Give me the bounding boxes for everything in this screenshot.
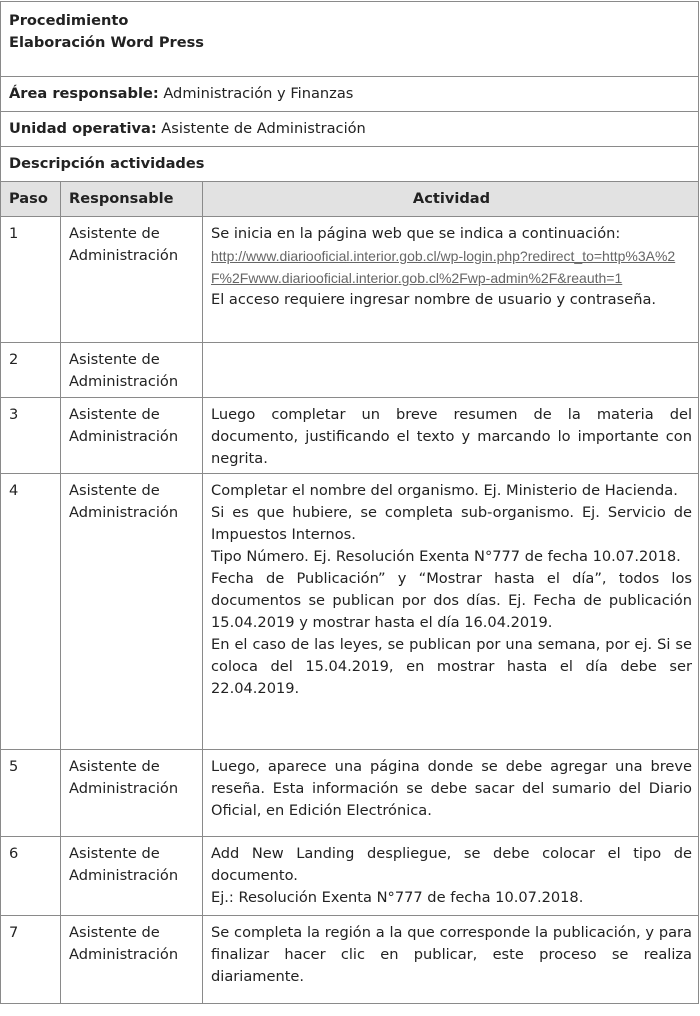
step-activity — [203, 398, 699, 474]
descripcion-heading: Descripción actividades — [1, 147, 699, 182]
step-number: 7 — [1, 916, 61, 1004]
unidad-label: Unidad operativa: — [9, 120, 157, 137]
table-row — [1, 474, 699, 750]
step-number: 6 — [1, 837, 61, 916]
activity-text: Luego, aparece una página donde se debe agregar una breve reseña. Esta información se debe sacar del sumario del Diario Oficial, en Edición Electrónica. — [211, 758, 692, 819]
activity-text: Se completa la región a la que corresponde la publicación, y para finalizar hacer clic en publicar, este proceso se realiza diariamente. — [211, 924, 692, 985]
unidad-value: Asistente de Administración — [161, 120, 366, 137]
step-responsible: Asistente de Administración — [61, 474, 203, 750]
step-activity — [203, 474, 699, 750]
procedure-table — [0, 1, 699, 1004]
activity-text: Add New Landing despliegue, se debe colocar el tipo de documento. — [211, 845, 692, 884]
activity-text: Completar el nombre del organismo. Ej. Ministerio de Hacienda. — [211, 482, 678, 499]
step-number: 2 — [1, 343, 61, 398]
login-link[interactable]: http://www.diariooficial.interior.gob.cl/wp-login.php?redirect_to=http%3A%2F%2Fwww.diariooficial.interior.gob.cl%2Fwp-admin%2F&reauth=1 — [211, 248, 676, 286]
table-row — [1, 750, 699, 837]
activity-text: Luego completar un breve resumen de la materia del documento, justificando el texto y marcando lo importante con negrita. — [211, 406, 692, 467]
step-activity — [203, 916, 699, 1004]
step-number: 4 — [1, 474, 61, 750]
step-responsible: Asistente de Administración — [61, 750, 203, 837]
activity-text: Si es que hubiere, se completa sub-organismo. Ej. Servicio de Impuestos Internos. — [211, 504, 692, 543]
table-row — [1, 916, 699, 1004]
table-row — [1, 217, 699, 343]
activity-text: El acceso requiere ingresar nombre de usuario y contraseña. — [211, 291, 657, 308]
step-responsible: Asistente de Administración — [61, 217, 203, 343]
activity-text: Fecha de Publicación” y “Mostrar hasta el día”, todos los documentos se publican por dos días. Ej. Fecha de publicación 15.04.2019 y mostrar hasta el día 16.04.2019. — [211, 570, 692, 631]
col-responsable: Responsable — [61, 182, 203, 217]
table-row — [1, 398, 699, 474]
activity-text: En el caso de las leyes, se publican por una semana, por ej. Si se coloca del 15.04.2019, en mostrar hasta el día debe ser 22.04.2019. — [211, 636, 692, 697]
step-responsible: Asistente de Administración — [61, 398, 203, 474]
unidad-row — [1, 112, 699, 147]
step-responsible: Asistente de Administración — [61, 837, 203, 916]
step-activity — [203, 837, 699, 916]
step-activity — [203, 343, 699, 398]
step-responsible: Asistente de Administración — [61, 343, 203, 398]
col-actividad: Actividad — [203, 182, 699, 217]
step-number: 3 — [1, 398, 61, 474]
title-line-2: Elaboración Word Press — [9, 34, 204, 51]
activity-text: Ej.: Resolución Exenta N°777 de fecha 10.07.2018. — [211, 889, 584, 906]
title-line-1: Procedimiento — [9, 12, 129, 29]
table-row — [1, 343, 699, 398]
step-activity — [203, 217, 699, 343]
procedure-title — [1, 2, 699, 77]
table-row — [1, 837, 699, 916]
step-responsible: Asistente de Administración — [61, 916, 203, 1004]
activity-text: Tipo Número. Ej. Resolución Exenta N°777 de fecha 10.07.2018. — [211, 548, 681, 565]
activity-text: Se inicia en la página web que se indica a continuación: — [211, 225, 621, 242]
area-label: Área responsable: — [9, 85, 159, 102]
step-activity — [203, 750, 699, 837]
area-row — [1, 77, 699, 112]
col-paso: Paso — [1, 182, 61, 217]
step-number: 1 — [1, 217, 61, 343]
step-number: 5 — [1, 750, 61, 837]
area-value: Administración y Finanzas — [163, 85, 354, 102]
